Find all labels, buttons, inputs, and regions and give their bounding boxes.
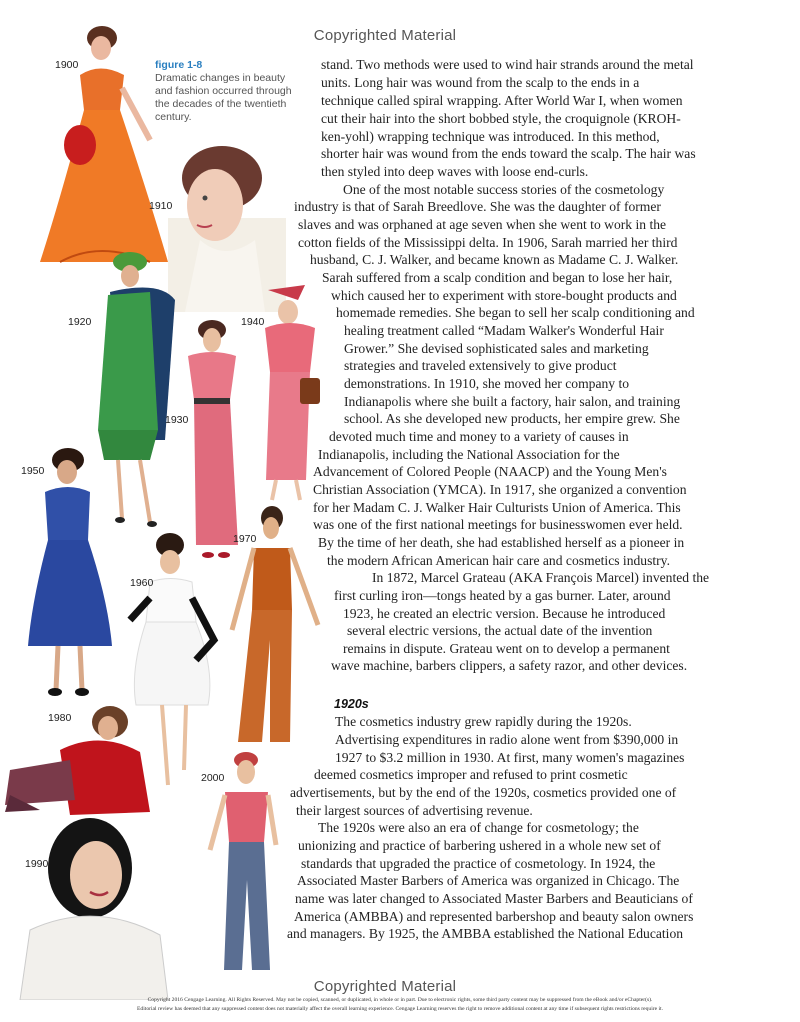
body-line: devoted much time and money to a variety of causes in bbox=[329, 429, 629, 444]
body-line: husband, C. J. Walker, and became known as Madame C. J. Walker. bbox=[310, 252, 679, 267]
year-label: 1920 bbox=[68, 316, 92, 328]
year-label: 1950 bbox=[21, 465, 45, 477]
body-line: which caused her to experiment with store-bought products and bbox=[331, 288, 677, 303]
year-label: 1990 bbox=[25, 858, 49, 870]
watermark-bottom: Copyrighted Material bbox=[313, 978, 457, 995]
year-label: 1900 bbox=[55, 59, 79, 71]
figure-label: figure 1-8 bbox=[155, 59, 203, 71]
body-line: for her Madam C. J. Walker Hair Culturists Union of America. This bbox=[313, 500, 681, 515]
section-line: standards that upgraded the practice of cosmetology. In 1924, the bbox=[301, 856, 656, 871]
body-line: Sarah suffered from a scalp condition and began to lose her hair, bbox=[322, 270, 673, 285]
figure-1920-woman bbox=[98, 252, 175, 527]
body-line: cotton fields of the Mississippi delta. In 1906, Sarah married her third bbox=[298, 235, 678, 250]
watermark-top: Copyrighted Material bbox=[313, 27, 457, 44]
figure-1940-woman bbox=[265, 285, 320, 500]
body-line: In 1872, Marcel Grateau (AKA François Marcel) invented the bbox=[372, 570, 710, 585]
section-line: The 1920s were also an era of change for cosmetology; the bbox=[318, 820, 639, 835]
figure-1930-woman bbox=[188, 320, 238, 558]
year-label: 1930 bbox=[165, 414, 189, 426]
section-line: and managers. By 1925, the AMBBA established the National Education bbox=[287, 926, 684, 941]
figure-1960-woman bbox=[130, 533, 214, 785]
body-line: cut their hair into the short bobbed style, the croquignole (KROH- bbox=[321, 111, 681, 126]
figure-2000-woman bbox=[210, 752, 276, 970]
body-line: then styled into deep waves with loose end-curls. bbox=[321, 164, 589, 179]
year-label: 1970 bbox=[233, 533, 257, 545]
year-label: 1960 bbox=[130, 577, 154, 589]
body-line: industry is that of Sarah Breedlove. She was the daughter of former bbox=[294, 199, 661, 214]
section-line: The cosmetics industry grew rapidly during the 1920s. bbox=[335, 714, 632, 729]
body-line: several electric versions, the actual date of the invention bbox=[347, 623, 653, 638]
body-line: was one of the first national meetings for businesswomen ever held. bbox=[313, 517, 683, 532]
body-line: Advancement of Colored People (NAACP) and the Young Men's bbox=[313, 464, 667, 479]
figure-1990-woman bbox=[20, 818, 168, 1000]
body-line: homemade remedies. She began to sell her scalp conditioning and bbox=[336, 305, 695, 320]
body-line: the modern African American hair care and cosmetics industry. bbox=[327, 553, 670, 568]
body-line: healing treatment called “Madam Walker's Wonderful Hair bbox=[344, 323, 664, 338]
year-label: 1940 bbox=[241, 316, 265, 328]
body-line: demonstrations. In 1910, she moved her company to bbox=[344, 376, 630, 391]
body-line: Indianapolis where she built a factory, hair salon, and training bbox=[344, 394, 681, 409]
section-line: Advertising expenditures in radio alone went from $390,000 in bbox=[335, 732, 679, 747]
section-line: their largest sources of advertising revenue. bbox=[296, 803, 533, 818]
section-line: America (AMBBA) and represented barbershop and beauty salon owners bbox=[294, 909, 694, 924]
body-line: One of the most notable success stories of the cosmetology bbox=[343, 182, 665, 197]
section-line: unionizing and practice of barbering ushered in a whole new set of bbox=[298, 838, 661, 853]
body-line: remains in dispute. Grateau went on to develop a permanent bbox=[343, 641, 670, 656]
figure-1910-woman bbox=[168, 146, 286, 312]
section-line: Associated Master Barbers of America was organized in Chicago. The bbox=[297, 873, 680, 888]
body-line: By the time of her death, she had established herself as a pioneer in bbox=[318, 535, 685, 550]
year-label: 2000 bbox=[201, 772, 225, 784]
body-line: Christian Association (YMCA). In 1917, she organized a convention bbox=[313, 482, 687, 497]
section-heading: 1920s bbox=[334, 697, 369, 711]
body-line: strategies and traveled extensively to give product bbox=[344, 358, 617, 373]
body-line: first curling iron—tongs heated by a gas burner. Later, around bbox=[334, 588, 671, 603]
copyright-notice-line: Copyright 2016 Cengage Learning. All Rights Reserved. May not be copied, scanned, or duplicated, in whole or in part. Due to electronic rights, some third party content may be suppressed from the eBook and/or eChapter(s). bbox=[147, 997, 653, 1003]
body-line: school. As she developed new products, her empire grew. She bbox=[344, 411, 680, 426]
body-line: wave machine, barbers clippers, a safety razor, and other devices. bbox=[331, 658, 688, 673]
body-line: Grower.” She devised sophisticated sales and marketing bbox=[344, 341, 649, 356]
figure-caption bbox=[155, 59, 305, 124]
body-line: shorter hair was wound from the ends toward the scalp. The hair was bbox=[321, 146, 696, 161]
copyright-notice-line: Editorial review has deemed that any suppressed content does not materially affect the overall learning experience. Cengage Learning reserves the right to remove additional content at any time if subsequent rights restrictions require it. bbox=[137, 1006, 663, 1012]
body-line: Indianapolis, including the National Association for the bbox=[318, 447, 620, 462]
section-line: name was later changed to Associated Master Barbers and Beauticians of bbox=[295, 891, 693, 906]
section-line: deemed cosmetics improper and refused to print cosmetic bbox=[314, 767, 628, 782]
section-line: advertisements, but by the end of the 1920s, cosmetics provided one of bbox=[290, 785, 677, 800]
body-line: ken-yohl) wrapping technique was introduced. In this method, bbox=[321, 129, 660, 144]
year-label: 1910 bbox=[149, 200, 173, 212]
figure-caption-text: Dramatic changes in beauty and fashion occurred through the decades of the twentieth century. bbox=[155, 72, 292, 123]
body-line: technique called spiral wrapping. After World War I, when women bbox=[321, 93, 683, 108]
year-label: 1980 bbox=[48, 712, 72, 724]
figure-1980-woman bbox=[5, 706, 150, 815]
body-line: 1923, he created an electric version. Because he introduced bbox=[343, 606, 666, 621]
section-line: 1927 to $3.2 million in 1930. At first, many women's magazines bbox=[335, 750, 685, 765]
body-line: stand. Two methods were used to wind hair strands around the metal bbox=[321, 57, 694, 72]
body-line: units. Long hair was wound from the scalp to the ends in a bbox=[321, 75, 640, 90]
fashion-decades-illustration bbox=[0, 0, 330, 1000]
body-line: slaves and was orphaned at age seven when she went to work in the bbox=[298, 217, 667, 232]
figure-1950-woman bbox=[28, 448, 112, 696]
